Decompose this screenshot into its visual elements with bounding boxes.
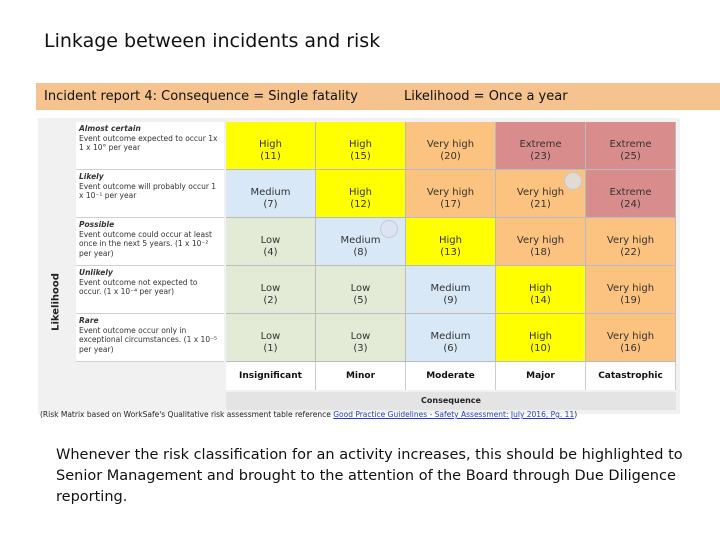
- source-link[interactable]: Good Practice Guidelines - Safety Assessment: July 2016, Pg. 11: [333, 410, 575, 419]
- risk-cell-label: Medium: [250, 187, 291, 198]
- risk-cell-label: Very high: [606, 235, 655, 246]
- risk-cell-score: (2): [263, 295, 278, 306]
- consequence-column-header: Moderate: [406, 362, 496, 390]
- risk-cell-label: High: [349, 187, 372, 198]
- consequence-axis-label: Consequence: [226, 392, 676, 410]
- risk-cell: [496, 122, 586, 170]
- marker-dot: [564, 172, 582, 190]
- source-suffix: ): [574, 410, 578, 419]
- risk-cell: [586, 170, 676, 218]
- risk-cell: [316, 170, 406, 218]
- risk-cell-score: (20): [440, 151, 461, 162]
- risk-cell-label: High: [529, 331, 552, 342]
- risk-cell-label: Medium: [430, 331, 471, 342]
- likelihood-row-desc: [76, 314, 224, 362]
- risk-cell-score: (18): [530, 247, 551, 258]
- risk-cell-score: (21): [530, 199, 551, 210]
- likelihood-row-desc: [76, 122, 224, 170]
- risk-cell-score: (6): [443, 343, 458, 354]
- risk-cell-score: (23): [530, 151, 551, 162]
- risk-cell-label: Very high: [516, 235, 565, 246]
- risk-matrix: [38, 118, 680, 414]
- likelihood-row-name: Rare: [79, 316, 99, 325]
- consequence-column-header: Major: [496, 362, 586, 390]
- likelihood-row-name: Likely: [79, 172, 104, 181]
- risk-cell: [226, 218, 316, 266]
- risk-cell-score: (3): [353, 343, 368, 354]
- risk-cell-score: (14): [530, 295, 551, 306]
- risk-cell-score: (24): [620, 199, 641, 210]
- source-prefix: (Risk Matrix based on WorkSafe's Qualitative risk assessment table reference: [40, 410, 334, 419]
- risk-cell-score: (17): [440, 199, 461, 210]
- likelihood-row-text: Event outcome not expected to occur. (1 x 10⁻⁴ per year): [79, 277, 198, 296]
- risk-cell-score: (9): [443, 295, 458, 306]
- risk-cell: [406, 170, 496, 218]
- risk-cell: [226, 314, 316, 362]
- likelihood-row-text: Event outcome occur only in exceptional circumstances. (1 x 10⁻⁵ per year): [79, 325, 218, 354]
- risk-cell-score: (8): [353, 247, 368, 258]
- risk-cell: [406, 122, 496, 170]
- risk-cell-label: Low: [350, 331, 371, 342]
- risk-cell: [496, 266, 586, 314]
- risk-cell: [586, 266, 676, 314]
- likelihood-row-desc: [76, 266, 224, 314]
- risk-cell: [406, 266, 496, 314]
- likelihood-row-name: Unlikely: [79, 268, 113, 277]
- risk-cell-score: (19): [620, 295, 641, 306]
- likelihood-row-desc: [76, 218, 224, 266]
- likelihood-row-text: Event outcome expected to occur 1x 1 x 10° per year: [79, 133, 218, 152]
- risk-cell: [586, 122, 676, 170]
- risk-cell-label: High: [349, 139, 372, 150]
- risk-cell-label: Low: [260, 283, 281, 294]
- risk-cell-label: Low: [260, 235, 281, 246]
- risk-cell-label: Extreme: [609, 187, 652, 198]
- likelihood-row-text: Event outcome could occur at least once in the next 5 years. (1 x 10⁻² per year): [79, 229, 212, 258]
- slide-title: Linkage between incidents and risk: [44, 30, 381, 52]
- risk-cell-score: (16): [620, 343, 641, 354]
- risk-cell-label: Extreme: [609, 139, 652, 150]
- risk-cell: [496, 218, 586, 266]
- risk-cell-score: (11): [260, 151, 281, 162]
- risk-cell-label: High: [259, 139, 282, 150]
- likelihood-row-text: Event outcome will probably occur 1 x 10⁻¹ per year: [79, 181, 217, 200]
- risk-cell: [226, 170, 316, 218]
- risk-cell: [406, 218, 496, 266]
- risk-cell-label: Extreme: [519, 139, 562, 150]
- risk-cell-label: Very high: [426, 187, 475, 198]
- likelihood-row-name: Almost certain: [79, 124, 141, 133]
- incident-likelihood: Likelihood = Once a year: [404, 89, 568, 104]
- consequence-column-header: Minor: [316, 362, 406, 390]
- risk-cell-score: (5): [353, 295, 368, 306]
- risk-cell-label: Very high: [516, 187, 565, 198]
- marker-dot: [380, 220, 398, 238]
- risk-cell-label: Very high: [426, 139, 475, 150]
- risk-cell-score: (15): [350, 151, 371, 162]
- likelihood-row-name: Possible: [79, 220, 115, 229]
- risk-cell-label: Low: [350, 283, 371, 294]
- risk-cell: [316, 314, 406, 362]
- risk-cell: [406, 314, 496, 362]
- consequence-column-header: Insignificant: [226, 362, 316, 390]
- risk-cell: [316, 122, 406, 170]
- risk-cell-label: High: [529, 283, 552, 294]
- likelihood-row-desc: [76, 170, 224, 218]
- risk-cell-score: (4): [263, 247, 278, 258]
- risk-cell-label: Very high: [606, 283, 655, 294]
- consequence-column-header: Catastrophic: [586, 362, 676, 390]
- risk-cell-score: (12): [350, 199, 371, 210]
- risk-cell-label: Medium: [430, 283, 471, 294]
- risk-cell-label: Medium: [340, 235, 381, 246]
- risk-cell: [496, 314, 586, 362]
- risk-cell-score: (10): [530, 343, 551, 354]
- risk-cell-score: (13): [440, 247, 461, 258]
- risk-cell-score: (1): [263, 343, 278, 354]
- risk-cell-label: Very high: [606, 331, 655, 342]
- risk-cell-score: (22): [620, 247, 641, 258]
- risk-cell-label: Low: [260, 331, 281, 342]
- risk-cell: [586, 218, 676, 266]
- matrix-source: [40, 410, 577, 419]
- risk-cell-score: (25): [620, 151, 641, 162]
- risk-cell-label: High: [439, 235, 462, 246]
- risk-cell: [226, 266, 316, 314]
- guidance-paragraph: Whenever the risk classification for an activity increases, this should be highlighted to Senior Management and brought to the attention of the Board through Due Diligence reporting.: [56, 447, 683, 505]
- likelihood-axis-label: Likelihood: [50, 273, 62, 331]
- incident-banner: [36, 83, 720, 110]
- incident-consequence: Incident report 4: Consequence = Single fatality: [44, 89, 358, 104]
- likelihood-axis: [40, 252, 72, 352]
- risk-cell: [316, 266, 406, 314]
- risk-cell-score: (7): [263, 199, 278, 210]
- risk-cell: [586, 314, 676, 362]
- risk-cell: [226, 122, 316, 170]
